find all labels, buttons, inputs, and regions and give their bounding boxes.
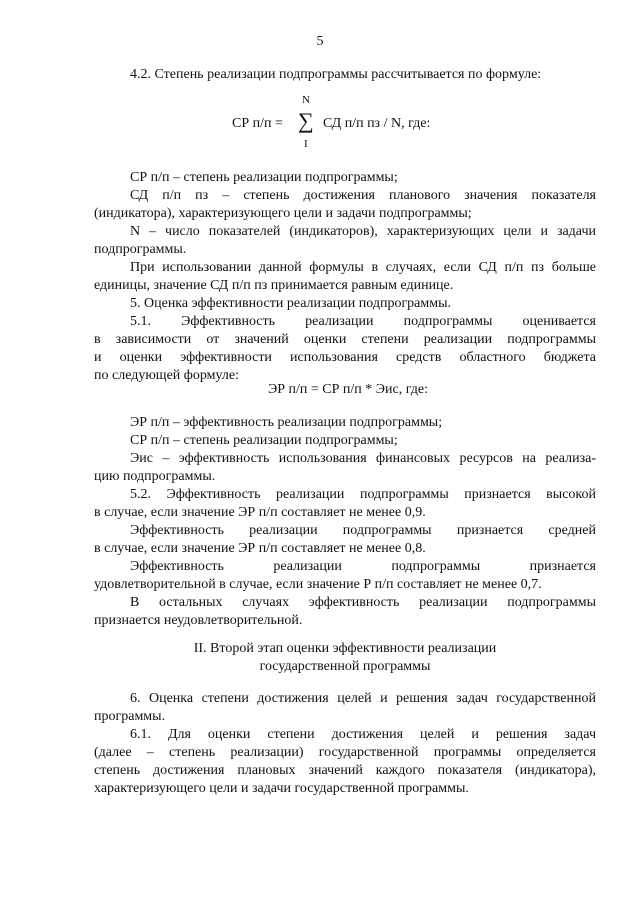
sum-symbol: ∑ (298, 108, 314, 133)
text-line: 4.2. Степень реализации подпрограммы рассчитывается по формуле: (130, 67, 542, 82)
text-line: и оценки эффективности использования средств областного бюджета (94, 350, 596, 365)
text-line: 6. Оценка степени достижения целей и решения задач государственной (130, 691, 596, 706)
formula-sr (0, 94, 640, 154)
definitions-block-3 (94, 690, 596, 798)
page-number: 5 (316, 34, 324, 49)
text-line: единицы, значение СД п/п пз принимается равным единице. (94, 278, 454, 293)
text-line: В остальных случаях эффективность реализации подпрограммы (130, 595, 596, 610)
text-line: СР п/п – степень реализации подпрограммы; (130, 170, 398, 185)
formula-left-side: СР п/п = (232, 116, 283, 131)
text-line: 5. Оценка эффективности реализации подпрограммы. (130, 296, 452, 311)
text-line: При использовании данной формулы в случаях, если СД п/п пз больше (130, 260, 596, 275)
text-line: N – число показателей (индикаторов), характеризующих цели и задачи (130, 224, 596, 239)
text-line: Эффективность реализации подпрограммы признается средней (130, 523, 596, 538)
formula-right-side: СД п/п пз / N, где: (323, 116, 431, 131)
sum-upper-limit: N (302, 94, 310, 106)
section-title-line: II. Второй этап оценки эффективности реализации (193, 641, 497, 656)
text-line: степень достижения плановых значений каждого показателя (индикатора), (94, 763, 596, 778)
text-line: в случае, если значение ЭР п/п составляет не менее 0,9. (94, 505, 426, 520)
sum-lower-limit: I (304, 138, 308, 150)
paragraph-4-2 (94, 66, 596, 84)
text-line: признается неудовлетворительной. (94, 613, 303, 628)
section-title-line: государственной программы (259, 659, 431, 674)
text-line: Эффективность реализации подпрограммы признается (130, 559, 596, 574)
definitions-block-1 (94, 169, 596, 385)
text-line: (далее – степень реализации) государственной программы определяется (94, 745, 596, 760)
text-line: в случае, если значение ЭР п/п составляет не менее 0,8. (94, 541, 426, 556)
text-line: 5.1. Эффективность реализации подпрограммы оценивается (130, 314, 596, 329)
text-line: Эис – эффективность использования финансовых ресурсов на реализа- (130, 451, 596, 466)
text-line: подпрограммы. (94, 242, 187, 257)
text-line: по следующей формуле: (94, 368, 239, 383)
text-line: программы. (94, 709, 166, 724)
text-line: ЭР п/п – эффективность реализации подпрограммы; (130, 415, 443, 430)
text-line: 6.1. Для оценки степени достижения целей и решения задач (130, 727, 596, 742)
text-line: СР п/п – степень реализации подпрограммы; (130, 433, 398, 448)
text-line: характеризующего цели и задачи государственной программы. (94, 781, 469, 796)
section-title (94, 640, 596, 676)
definitions-block-2 (94, 414, 596, 630)
text-line: в зависимости от значений оценки степени реализации подпрограммы (94, 332, 596, 347)
text-line: цию подпрограммы. (94, 469, 216, 484)
formula-er-text: ЭР п/п = СР п/п * Эис, где: (268, 382, 429, 397)
text-line: СД п/п пз – степень достижения планового значения показателя (130, 188, 596, 203)
text-line: удовлетворительной в случае, если значение Р п/п составляет не менее 0,7. (94, 577, 542, 592)
text-line: (индикатора), характеризующего цели и задачи подпрограммы; (94, 206, 472, 221)
text-line: 5.2. Эффективность реализации подпрограммы признается высокой (130, 487, 596, 502)
